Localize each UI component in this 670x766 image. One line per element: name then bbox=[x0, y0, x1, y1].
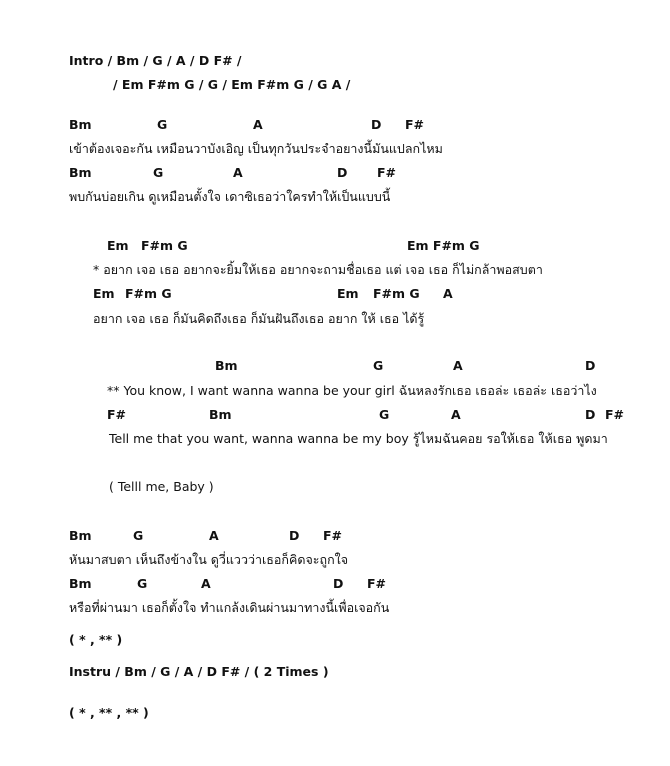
chord: A bbox=[453, 358, 463, 373]
chord: A bbox=[443, 286, 453, 301]
intro-line-1: Intro / Bm / G / A / D F# / bbox=[69, 53, 242, 68]
verse1-lyric-1: เข้าต้องเจอะกัน เหมือนวาบังเอิญ เป็นทุกวันประจำอยางนี้มันแปลกไหม bbox=[69, 141, 443, 156]
chorus-tag: ( Telll me, Baby ) bbox=[109, 479, 214, 494]
chord: F# bbox=[323, 528, 343, 543]
verse1-lyric-2: พบกันบ่อยเกิน ดูเหมือนตั้งใจ เดาซิเธอว่าใครทำให้เป็นแบบนี้ bbox=[69, 189, 391, 204]
chord: F# bbox=[367, 576, 387, 591]
chorus-lyric-2: Tell me that you want, wanna wanna be my boy รู้ไหมฉันคอย รอให้เธอ ให้เธอ พูดมา bbox=[109, 431, 608, 446]
chord: Bm bbox=[215, 358, 238, 373]
chord: F# bbox=[377, 165, 397, 180]
instrumental-line: Instru / Bm / G / A / D F# / ( 2 Times ) bbox=[69, 664, 329, 679]
verse2-chords-1 bbox=[0, 528, 670, 544]
pre-chorus-lyric-1: * อยาก เจอ เธอ อยากจะยิ้มให้เธอ อยากจะถามชื่อเธอ แต่ เจอ เธอ ก็ไม่กล้าพอสบตา bbox=[93, 262, 543, 277]
chord: Em bbox=[93, 286, 115, 301]
chord: Bm bbox=[69, 117, 92, 132]
chord: G bbox=[153, 165, 164, 180]
chord: G bbox=[137, 576, 148, 591]
chord: Bm bbox=[69, 165, 92, 180]
chord: F# bbox=[605, 407, 625, 422]
verse2-lyric-2: หรือที่ผ่านมา เธอก็ตั้งใจ ทำแกล้งเดินผ่านมาทางนี้เพื่อเจอกัน bbox=[69, 600, 390, 615]
verse1-chords-2 bbox=[0, 165, 670, 181]
chord: A bbox=[451, 407, 461, 422]
chord: Em bbox=[107, 238, 129, 253]
chord: Bm bbox=[69, 528, 92, 543]
chord: G bbox=[379, 407, 390, 422]
chord: A bbox=[201, 576, 211, 591]
chord: A bbox=[253, 117, 263, 132]
chord: Em F#m G bbox=[407, 238, 480, 253]
chord: Bm bbox=[209, 407, 232, 422]
verse1-chords-1 bbox=[0, 117, 670, 133]
repeat-marker-1: ( * , ** ) bbox=[69, 632, 123, 647]
chord: F# bbox=[107, 407, 127, 422]
chord: G bbox=[133, 528, 144, 543]
chord: G bbox=[373, 358, 384, 373]
chorus-chords-2 bbox=[0, 407, 670, 423]
chord: G bbox=[157, 117, 168, 132]
chord: F#m G bbox=[125, 286, 172, 301]
chord: D bbox=[585, 407, 596, 422]
chord: D bbox=[585, 358, 596, 373]
chorus-lyric-1: ** You know, I want wanna wanna be your girl ฉันหลงรักเธอ เธอล่ะ เธอล่ะ เธอว่าไง bbox=[107, 383, 597, 398]
chord: F#m G bbox=[141, 238, 188, 253]
chord: D bbox=[333, 576, 344, 591]
verse2-lyric-1: หันมาสบตา เห็นถึงข้างใน ดูวี่แววว่าเธอก็คิดจะถูกใจ bbox=[69, 552, 349, 567]
chord: F# bbox=[405, 117, 425, 132]
chord: A bbox=[233, 165, 243, 180]
intro-line-2: / Em F#m G / G / Em F#m G / G A / bbox=[113, 77, 351, 92]
pre-chorus-chords-1 bbox=[0, 238, 670, 254]
pre-chorus-lyric-2: อยาก เจอ เธอ ก็มันคิดถึงเธอ ก็มันฝันถึงเธอ อยาก ให้ เธอ ได้รู้ bbox=[93, 311, 425, 326]
verse2-chords-2 bbox=[0, 576, 670, 592]
repeat-marker-2: ( * , ** , ** ) bbox=[69, 705, 149, 720]
chorus-chords-1 bbox=[0, 358, 670, 374]
chord: A bbox=[209, 528, 219, 543]
pre-chorus-chords-2 bbox=[0, 286, 670, 302]
chord: F#m G bbox=[373, 286, 420, 301]
chord: D bbox=[337, 165, 348, 180]
chord: D bbox=[371, 117, 382, 132]
chord: Bm bbox=[69, 576, 92, 591]
chord: D bbox=[289, 528, 300, 543]
chord: Em bbox=[337, 286, 359, 301]
